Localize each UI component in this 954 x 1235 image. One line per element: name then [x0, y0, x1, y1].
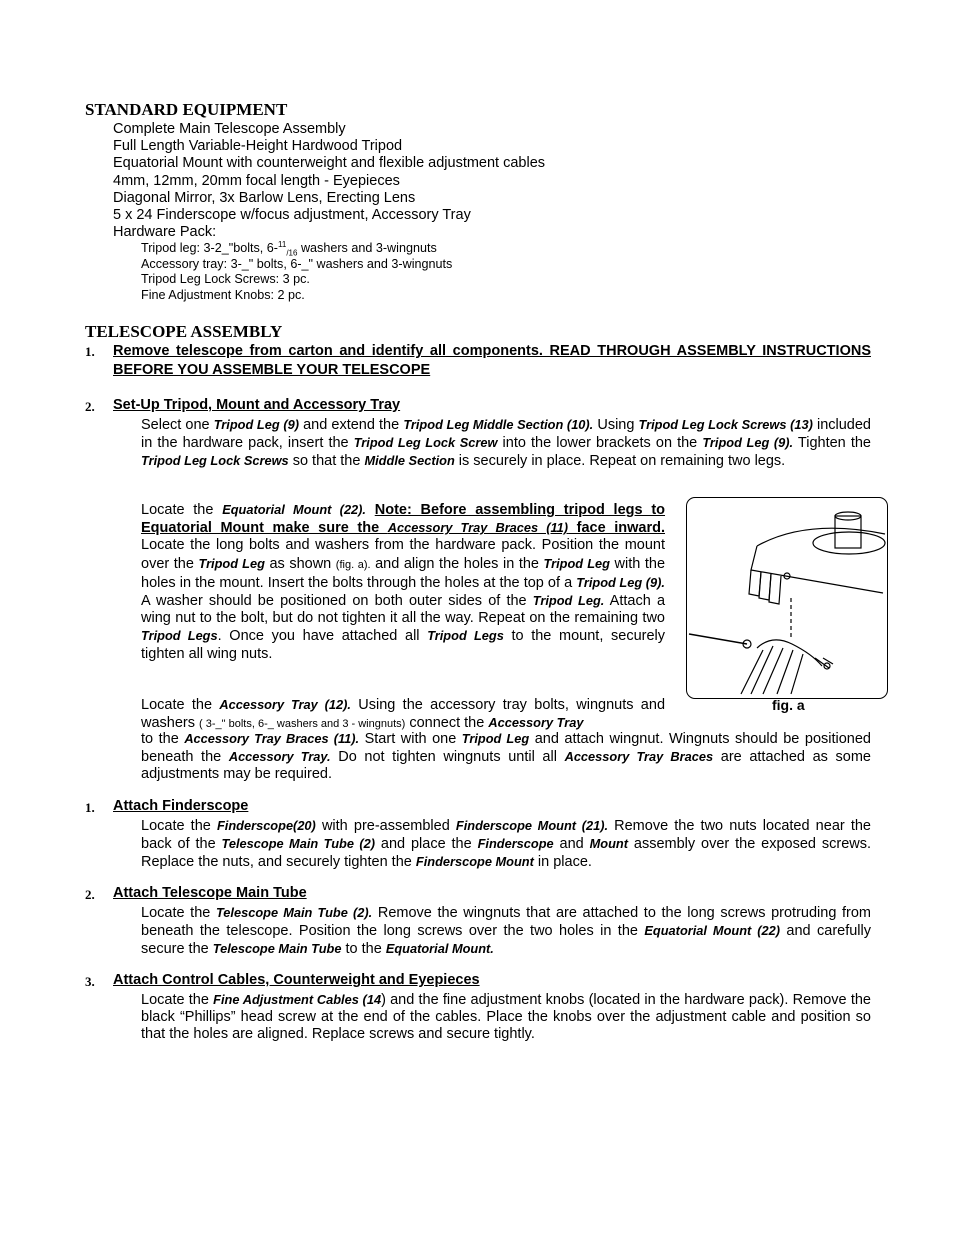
text: as shown: [264, 555, 336, 572]
step-title-finderscope: Attach Finderscope: [113, 798, 249, 814]
text: assembly over the exposed screws. Replace the nuts, and securely tighten the: [141, 836, 872, 871]
text: ) and the fine adjustment knobs (located in the hardware pack). Remove the black “Phillips” head screw at the end of the cables. Place the knobs over the adjustment cable and position so that the holes are aligned. Replace screws and secure tightly.: [141, 992, 872, 1043]
standard-equipment-heading: STANDARD EQUIPMENT: [85, 100, 288, 119]
text: Using: [593, 417, 639, 433]
part-ref: Tripod Leg (9).: [576, 574, 665, 590]
text: . Once you have attached all: [217, 628, 428, 645]
text: Locate the: [141, 818, 217, 834]
text: with the holes in the mount. Insert the bolts through the holes at the top of a: [141, 555, 666, 591]
part-ref: Accessory Tray.: [228, 749, 331, 765]
hardware-item-tripod-leg: [141, 241, 452, 257]
text: Remove the wingnuts that are attached to the long screws protruding from beneath the telescope. Position the long screws over the two holes in the: [141, 905, 872, 940]
fraction-numerator: 11: [278, 239, 287, 249]
text: A washer should be positioned on both outer sides of the: [141, 593, 533, 610]
text: into the lower brackets on the: [497, 435, 703, 452]
part-ref: Finderscope: [477, 836, 554, 852]
text: and carefully secure the: [141, 923, 872, 958]
text: and: [553, 836, 590, 853]
text: and place the: [375, 836, 478, 853]
text: Using the accessory tray bolts, wingnuts and washers: [141, 697, 666, 732]
fraction-denominator: /16: [286, 248, 298, 258]
part-ref: Equatorial Mount (22).: [222, 502, 366, 517]
step-number: 2.: [85, 887, 95, 902]
part-ref: Finderscope Mount (21).: [455, 818, 609, 833]
text: Remove the two nuts located near the back of the: [141, 818, 871, 853]
note-text: Note: Before assembling tripod legs to Equatorial Mount make sure the: [141, 502, 666, 537]
part-ref: Middle Section: [364, 453, 455, 469]
equipment-item: Hardware Pack:: [113, 224, 217, 241]
part-ref: Tripod Legs: [141, 628, 218, 644]
text: so that the: [288, 453, 365, 470]
part-ref: Mount: [589, 836, 629, 852]
hardware-item-accessory-tray: Accessory tray: 3-_" bolts, 6-_" washers and 3-wingnuts: [141, 256, 453, 271]
text: to the: [141, 731, 185, 747]
text: and attach wingnut. Wingnuts should be positioned beneath the: [141, 731, 871, 766]
hardware-item-lock-screws: Tripod Leg Lock Screws: 3 pc.: [141, 272, 310, 287]
paragraph-accessory-tray-part2: [141, 730, 871, 784]
telescope-assembly-heading: TELESCOPE ASSEMBLY: [85, 322, 283, 341]
part-ref: Finderscope(20): [216, 818, 316, 833]
part-ref: Telescope Main Tube (2): [221, 836, 376, 852]
part-ref: Tripod Leg Middle Section (10).: [403, 417, 594, 432]
text: Tighten the: [793, 435, 871, 452]
part-ref: Telescope Main Tube (2).: [215, 905, 373, 920]
text: and align the holes in the: [370, 555, 544, 572]
step-number: 1.: [85, 800, 95, 815]
hardware-text: washers and 3-wingnuts: [297, 241, 437, 255]
text: included in the hardware pack, insert the: [141, 417, 871, 452]
text: Locate the: [141, 502, 223, 518]
step-number: 3.: [85, 974, 95, 989]
part-ref: Accessory Tray (12).: [219, 697, 351, 712]
part-ref: Tripod Leg (9).: [702, 435, 794, 451]
part-ref: Accessory Tray Braces (11): [387, 520, 569, 536]
figure-a-caption: fig. a: [772, 697, 805, 713]
step-remove-telescope: Remove telescope from carton and identify all components. READ THROUGH ASSEMBLY INSTRUCTIONS BEFORE YOU ASSEMBLE YOUR TELESCOPE: [113, 343, 871, 378]
text: Locate the: [141, 905, 216, 921]
text: Locate the: [141, 992, 214, 1008]
part-ref: Tripod Leg: [543, 555, 610, 571]
part-ref: Telescope Main Tube: [212, 941, 342, 957]
step-title-main-tube: Attach Telescope Main Tube: [113, 885, 307, 901]
paragraph-main-tube: [141, 904, 871, 959]
paragraph-finderscope: [141, 817, 871, 872]
figure-ref: (fig. a).: [335, 558, 371, 571]
step-title-control-cables: Attach Control Cables, Counterweight and Eyepieces: [113, 972, 480, 988]
part-ref: Tripod Leg (9): [213, 417, 299, 432]
equipment-list: [113, 121, 545, 241]
part-ref: Tripod Legs: [427, 628, 504, 644]
paragraph-tripod-legs: [141, 416, 871, 471]
paragraph-accessory-tray-part1: [141, 696, 665, 733]
hardware-pack-list: [141, 241, 452, 303]
step-number: 2.: [85, 399, 95, 414]
text: with pre-assembled: [315, 818, 456, 834]
hardware-item-knobs: Fine Adjustment Knobs: 2 pc.: [141, 287, 305, 302]
equipment-item: 4mm, 12mm, 20mm focal length - Eyepieces: [113, 172, 400, 189]
part-ref: Tripod Leg.: [532, 593, 605, 609]
text: Select one: [141, 417, 214, 433]
part-ref: Tripod Leg Lock Screws: [141, 453, 289, 469]
text: Locate the long bolts and washers from the hardware pack. Position the mount over the: [141, 537, 665, 572]
part-ref: Equatorial Mount (22): [644, 923, 780, 939]
paragraph-control-cables: [141, 991, 871, 1044]
equipment-item: Complete Main Telescope Assembly: [113, 121, 346, 137]
text: Start with one: [359, 731, 462, 747]
step-number: 1.: [85, 344, 95, 359]
hardware-text: Tripod leg: 3-2_"bolts, 6-: [141, 241, 279, 255]
tripod-mount-illustration: [687, 498, 887, 698]
figure-a-image: [686, 497, 888, 699]
step-title-setup-tripod: Set-Up Tripod, Mount and Accessory Tray: [113, 397, 401, 413]
text: and extend the: [298, 417, 404, 433]
note-text: face inward.: [568, 520, 665, 537]
part-ref: Accessory Tray Braces: [564, 749, 714, 765]
text: to the: [341, 941, 386, 958]
text: in place.: [533, 854, 592, 871]
part-ref: Tripod Leg Lock Screw: [353, 435, 498, 451]
paragraph-equatorial-mount: [141, 501, 665, 663]
text: is securely in place. Repeat on remaining two legs.: [454, 453, 786, 470]
hardware-note: ( 3-_" bolts, 6-_ washers and 3 - wingnuts): [199, 718, 406, 731]
part-ref: Equatorial Mount.: [385, 941, 494, 957]
text: Locate the: [141, 697, 220, 713]
text: to the mount, securely tighten all wing nuts.: [141, 628, 665, 662]
equipment-item: Diagonal Mirror, 3x Barlow Lens, Erecting Lens: [113, 189, 416, 206]
text: Attach a wing nut to the bolt, but do not tighten it all the way. Repeat on the remaining two: [141, 593, 666, 627]
part-ref: Tripod Leg: [461, 731, 530, 746]
part-ref: Tripod Leg Lock Screws (13): [638, 417, 813, 432]
text: are attached as some adjustments may be required.: [141, 749, 871, 783]
part-ref: Finderscope Mount: [415, 854, 534, 870]
equipment-item: 5 x 24 Finderscope w/focus adjustment, Accessory Tray: [113, 207, 471, 224]
text: Do not tighten wingnuts until all: [330, 749, 565, 766]
equipment-item: Full Length Variable-Height Hardwood Tripod: [113, 138, 403, 155]
text: connect the: [405, 715, 489, 732]
part-ref: Fine Adjustment Cables (14: [213, 992, 382, 1007]
part-ref: Accessory Tray Braces (11).: [184, 731, 360, 746]
part-ref: Tripod Leg: [198, 555, 265, 571]
equipment-item: Equatorial Mount with counterweight and flexible adjustment cables: [113, 155, 546, 172]
part-ref: Accessory Tray: [488, 715, 584, 731]
